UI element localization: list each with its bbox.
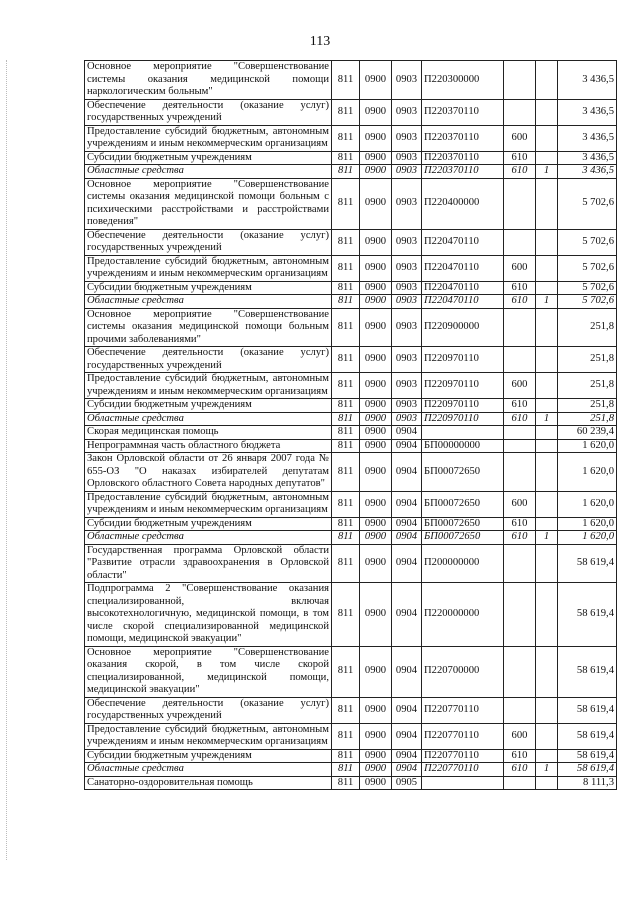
cell-razdel: 0900 [360,697,392,723]
cell-source [536,99,558,125]
cell-ved: 811 [332,281,360,295]
cell-expense-type [504,583,536,647]
cell-ved: 811 [332,295,360,309]
cell-amount: 58 619,4 [558,544,617,583]
cell-target-article: П220400000 [422,178,504,229]
cell-target-article: П220470110 [422,255,504,281]
cell-target-article: БП00072650 [422,531,504,545]
cell-podrazdel: 0904 [392,544,422,583]
cell-amount: 1 620,0 [558,531,617,545]
row-name: Предоставление субсидий бюджетным, автономным учреждениям и иным некоммерческим организациям [85,491,332,517]
cell-podrazdel: 0904 [392,697,422,723]
cell-ved: 811 [332,165,360,179]
cell-amount: 3 436,5 [558,125,617,151]
row-name: Субсидии бюджетным учреждениям [85,749,332,763]
page-number: 113 [309,34,331,49]
cell-expense-type [504,453,536,492]
cell-expense-type: 600 [504,125,536,151]
cell-expense-type: 600 [504,255,536,281]
cell-amount: 3 436,5 [558,165,617,179]
cell-amount: 5 702,6 [558,295,617,309]
row-name: Субсидии бюджетным учреждениям [85,517,332,531]
cell-podrazdel: 0903 [392,412,422,426]
cell-podrazdel: 0904 [392,763,422,777]
cell-target-article: П220970110 [422,399,504,413]
row-name: Предоставление субсидий бюджетным, автономным учреждениям и иным некоммерческим организациям [85,255,332,281]
row-name: Санаторно-оздоровительная помощь [85,776,332,790]
cell-expense-type: 610 [504,281,536,295]
cell-ved: 811 [332,491,360,517]
cell-ved: 811 [332,399,360,413]
cell-source: 1 [536,531,558,545]
cell-razdel: 0900 [360,255,392,281]
row-name: Областные средства [85,412,332,426]
cell-razdel: 0900 [360,776,392,790]
row-name: Основное мероприятие "Совершенствование системы оказания медицинской помощи больным с психическими расстройствами и расстройствами поведения" [85,178,332,229]
cell-ved: 811 [332,697,360,723]
cell-source [536,229,558,255]
cell-amount: 8 111,3 [558,776,617,790]
cell-ved: 811 [332,373,360,399]
cell-source [536,373,558,399]
table-row [85,61,617,100]
cell-amount: 3 436,5 [558,61,617,100]
cell-source [536,749,558,763]
cell-ved: 811 [332,763,360,777]
cell-source: 1 [536,763,558,777]
cell-razdel: 0900 [360,61,392,100]
cell-source [536,439,558,453]
cell-ved: 811 [332,583,360,647]
cell-razdel: 0900 [360,347,392,373]
cell-amount: 60 239,4 [558,426,617,440]
cell-target-article: БП00000000 [422,439,504,453]
cell-podrazdel: 0903 [392,61,422,100]
cell-target-article: П220770110 [422,697,504,723]
cell-target-article [422,776,504,790]
cell-source [536,178,558,229]
cell-amount: 3 436,5 [558,99,617,125]
cell-source [536,426,558,440]
cell-razdel: 0900 [360,583,392,647]
cell-source [536,125,558,151]
cell-target-article: БП00072650 [422,453,504,492]
table-row [85,776,617,790]
cell-amount: 5 702,6 [558,255,617,281]
cell-podrazdel: 0903 [392,151,422,165]
cell-amount: 251,8 [558,347,617,373]
cell-expense-type [504,99,536,125]
row-name: Субсидии бюджетным учреждениям [85,281,332,295]
cell-ved: 811 [332,723,360,749]
cell-ved: 811 [332,255,360,281]
cell-razdel: 0900 [360,763,392,777]
cell-razdel: 0900 [360,646,392,697]
row-name: Областные средства [85,295,332,309]
cell-target-article: П220770110 [422,749,504,763]
cell-razdel: 0900 [360,749,392,763]
cell-target-article: П220370110 [422,165,504,179]
cell-target-article: П220900000 [422,308,504,347]
cell-expense-type [504,308,536,347]
cell-target-article: П220370110 [422,151,504,165]
table-row [85,491,617,517]
cell-razdel: 0900 [360,517,392,531]
cell-target-article: П200000000 [422,544,504,583]
cell-ved: 811 [332,749,360,763]
cell-razdel: 0900 [360,491,392,517]
table-row [85,347,617,373]
cell-ved: 811 [332,646,360,697]
cell-expense-type: 600 [504,373,536,399]
table-row [85,517,617,531]
table-row [85,308,617,347]
cell-razdel: 0900 [360,281,392,295]
cell-razdel: 0900 [360,151,392,165]
cell-source: 1 [536,165,558,179]
cell-podrazdel: 0904 [392,583,422,647]
cell-podrazdel: 0904 [392,491,422,517]
budget-table-body [85,61,617,790]
cell-razdel: 0900 [360,125,392,151]
table-row [85,723,617,749]
cell-podrazdel: 0903 [392,255,422,281]
cell-expense-type: 610 [504,165,536,179]
cell-amount: 58 619,4 [558,763,617,777]
cell-target-article: П220300000 [422,61,504,100]
table-row [85,583,617,647]
cell-expense-type [504,61,536,100]
cell-ved: 811 [332,151,360,165]
budget-table [84,60,617,790]
cell-ved: 811 [332,412,360,426]
cell-source [536,583,558,647]
row-name: Основное мероприятие "Совершенствование системы оказания медицинской помощи больным прочими заболеваниями" [85,308,332,347]
cell-expense-type: 610 [504,412,536,426]
cell-target-article: П220970110 [422,412,504,426]
cell-ved: 811 [332,61,360,100]
cell-podrazdel: 0903 [392,165,422,179]
cell-razdel: 0900 [360,544,392,583]
cell-podrazdel: 0905 [392,776,422,790]
row-name: Государственная программа Орловской области "Развитие отрасли здравоохранения в Орловской области" [85,544,332,583]
cell-expense-type: 600 [504,491,536,517]
cell-expense-type [504,776,536,790]
row-name: Областные средства [85,531,332,545]
cell-razdel: 0900 [360,295,392,309]
cell-source [536,517,558,531]
cell-ved: 811 [332,178,360,229]
cell-target-article: П220370110 [422,99,504,125]
cell-expense-type [504,646,536,697]
table-row [85,99,617,125]
cell-source [536,151,558,165]
table-row [85,531,617,545]
table-row [85,178,617,229]
cell-podrazdel: 0904 [392,439,422,453]
row-name: Основное мероприятие "Совершенствование оказания скорой, в том числе скорой специализированной, медицинской помощи, медицинской эвакуации" [85,646,332,697]
cell-expense-type [504,697,536,723]
cell-source [536,697,558,723]
cell-ved: 811 [332,544,360,583]
cell-expense-type: 610 [504,517,536,531]
cell-razdel: 0900 [360,165,392,179]
scan-margin-line [6,60,8,860]
cell-ved: 811 [332,517,360,531]
cell-ved: 811 [332,347,360,373]
cell-razdel: 0900 [360,373,392,399]
table-row [85,544,617,583]
cell-source [536,281,558,295]
cell-ved: 811 [332,776,360,790]
cell-amount: 5 702,6 [558,229,617,255]
table-row [85,373,617,399]
cell-source [536,347,558,373]
table-row [85,229,617,255]
cell-amount: 58 619,4 [558,583,617,647]
row-name: Обеспечение деятельности (оказание услуг) государственных учреждений [85,697,332,723]
cell-podrazdel: 0904 [392,749,422,763]
table-row [85,763,617,777]
cell-ved: 811 [332,426,360,440]
cell-podrazdel: 0903 [392,399,422,413]
cell-expense-type [504,544,536,583]
cell-amount: 58 619,4 [558,646,617,697]
cell-expense-type [504,426,536,440]
cell-expense-type: 610 [504,295,536,309]
cell-razdel: 0900 [360,412,392,426]
cell-razdel: 0900 [360,453,392,492]
cell-source [536,255,558,281]
cell-target-article: П220000000 [422,583,504,647]
cell-amount: 251,8 [558,412,617,426]
cell-source [536,453,558,492]
cell-source [536,544,558,583]
row-name: Предоставление субсидий бюджетным, автономным учреждениям и иным некоммерческим организациям [85,125,332,151]
table-row [85,426,617,440]
row-name: Закон Орловской области от 26 января 2007 года № 655-ОЗ "О наказах избирателей депутатам Орловского областного Совета народных депутатов" [85,453,332,492]
table-row [85,125,617,151]
cell-podrazdel: 0904 [392,646,422,697]
cell-razdel: 0900 [360,439,392,453]
cell-expense-type [504,439,536,453]
cell-razdel: 0900 [360,531,392,545]
cell-ved: 811 [332,439,360,453]
table-row [85,697,617,723]
cell-target-article: П220970110 [422,373,504,399]
row-name: Непрограммная часть областного бюджета [85,439,332,453]
cell-ved: 811 [332,308,360,347]
cell-target-article: П220370110 [422,125,504,151]
cell-expense-type: 610 [504,749,536,763]
cell-podrazdel: 0903 [392,229,422,255]
cell-razdel: 0900 [360,99,392,125]
cell-podrazdel: 0903 [392,347,422,373]
cell-razdel: 0900 [360,426,392,440]
cell-amount: 1 620,0 [558,517,617,531]
cell-expense-type: 610 [504,763,536,777]
cell-expense-type: 610 [504,531,536,545]
cell-amount: 5 702,6 [558,281,617,295]
cell-podrazdel: 0904 [392,453,422,492]
cell-target-article: П220770110 [422,763,504,777]
row-name: Областные средства [85,165,332,179]
cell-target-article: П220770110 [422,723,504,749]
table-row [85,646,617,697]
cell-source [536,723,558,749]
cell-source [536,491,558,517]
cell-ved: 811 [332,531,360,545]
cell-amount: 251,8 [558,308,617,347]
row-name: Основное мероприятие "Совершенствование системы оказания медицинской помощи наркологическим больным" [85,61,332,100]
cell-target-article: П220700000 [422,646,504,697]
cell-source [536,61,558,100]
cell-amount: 251,8 [558,399,617,413]
cell-razdel: 0900 [360,178,392,229]
cell-amount: 251,8 [558,373,617,399]
cell-target-article: П220470110 [422,229,504,255]
cell-razdel: 0900 [360,723,392,749]
row-name: Подпрограмма 2 "Совершенствование оказания специализированной, включая высокотехнологичную, медицинской помощи, в том числе скорой специализированной медицинской помощи, медицинской эвакуации" [85,583,332,647]
cell-source [536,308,558,347]
row-name: Предоставление субсидий бюджетным, автономным учреждениям и иным некоммерческим организациям [85,373,332,399]
cell-podrazdel: 0903 [392,178,422,229]
table-row [85,412,617,426]
row-name: Субсидии бюджетным учреждениям [85,151,332,165]
cell-podrazdel: 0903 [392,295,422,309]
cell-source [536,776,558,790]
cell-source: 1 [536,412,558,426]
row-name: Предоставление субсидий бюджетным, автономным учреждениям и иным некоммерческим организациям [85,723,332,749]
cell-target-article [422,426,504,440]
cell-source: 1 [536,295,558,309]
cell-source [536,399,558,413]
cell-podrazdel: 0904 [392,426,422,440]
row-name: Обеспечение деятельности (оказание услуг) государственных учреждений [85,347,332,373]
cell-ved: 811 [332,453,360,492]
cell-expense-type: 610 [504,399,536,413]
cell-podrazdel: 0904 [392,531,422,545]
cell-podrazdel: 0903 [392,308,422,347]
cell-podrazdel: 0903 [392,281,422,295]
cell-podrazdel: 0903 [392,99,422,125]
cell-podrazdel: 0904 [392,517,422,531]
cell-amount: 1 620,0 [558,453,617,492]
cell-amount: 58 619,4 [558,749,617,763]
cell-expense-type: 610 [504,151,536,165]
row-name: Обеспечение деятельности (оказание услуг) государственных учреждений [85,229,332,255]
cell-amount: 1 620,0 [558,491,617,517]
cell-podrazdel: 0903 [392,373,422,399]
cell-target-article: П220470110 [422,281,504,295]
cell-source [536,646,558,697]
cell-razdel: 0900 [360,229,392,255]
cell-podrazdel: 0904 [392,723,422,749]
table-row [85,439,617,453]
table-row [85,151,617,165]
row-name: Обеспечение деятельности (оказание услуг) государственных учреждений [85,99,332,125]
row-name: Скорая медицинская помощь [85,426,332,440]
cell-ved: 811 [332,99,360,125]
cell-target-article: П220470110 [422,295,504,309]
cell-amount: 3 436,5 [558,151,617,165]
table-row [85,281,617,295]
table-row [85,749,617,763]
table-row [85,295,617,309]
cell-target-article: П220970110 [422,347,504,373]
row-name: Областные средства [85,763,332,777]
cell-target-article: БП00072650 [422,517,504,531]
cell-amount: 5 702,6 [558,178,617,229]
cell-amount: 58 619,4 [558,697,617,723]
table-row [85,453,617,492]
cell-ved: 811 [332,229,360,255]
cell-razdel: 0900 [360,308,392,347]
cell-expense-type [504,229,536,255]
cell-expense-type: 600 [504,723,536,749]
cell-target-article: БП00072650 [422,491,504,517]
table-row [85,399,617,413]
cell-ved: 811 [332,125,360,151]
cell-razdel: 0900 [360,399,392,413]
cell-expense-type [504,178,536,229]
cell-amount: 1 620,0 [558,439,617,453]
cell-expense-type [504,347,536,373]
cell-podrazdel: 0903 [392,125,422,151]
table-row [85,165,617,179]
row-name: Субсидии бюджетным учреждениям [85,399,332,413]
cell-amount: 58 619,4 [558,723,617,749]
table-row [85,255,617,281]
